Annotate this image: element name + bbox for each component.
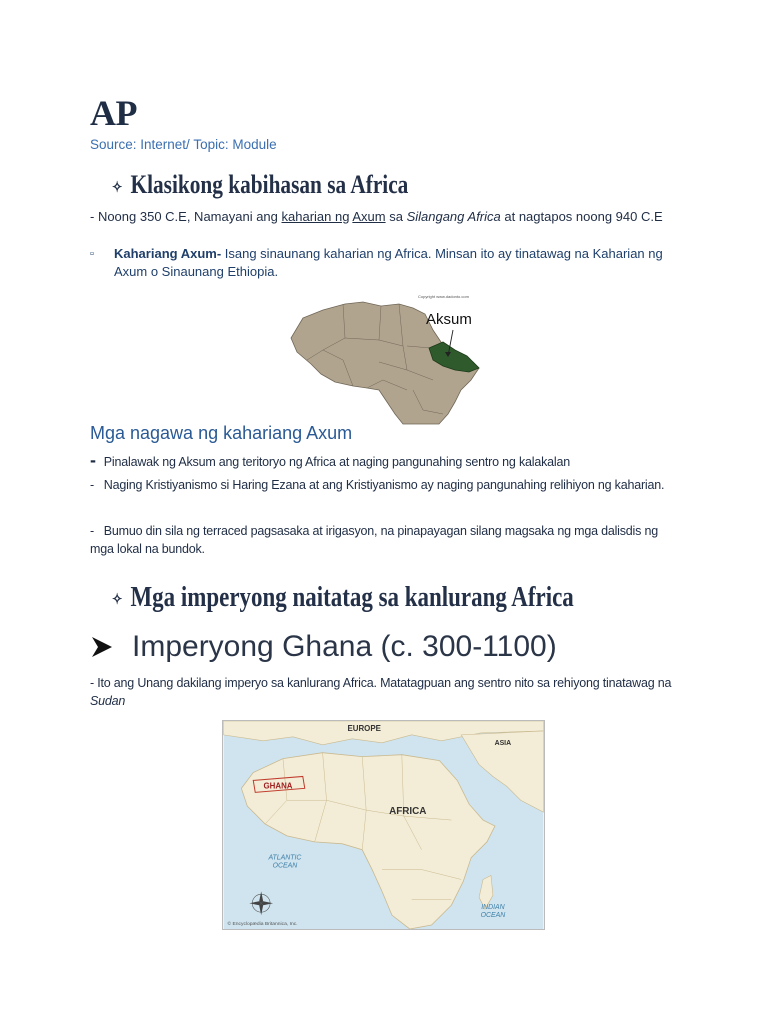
axum-definition-text [114, 245, 680, 281]
intro-text-end: at nagtapos noong 940 C.E [500, 209, 663, 224]
document-title: AP [90, 93, 137, 133]
section-heading-text: Mga imperyong naitatag sa kanlurang Africa [130, 582, 574, 613]
achievement-text: Pinalawak ng Aksum ang teritoryo ng Africa at naging pangunahing sentro ng kalakalan [103, 455, 570, 469]
axum-term: Kahariang Axum- [114, 246, 222, 261]
aksum-map-label: Aksum [426, 311, 472, 328]
ghana-map-image [222, 720, 545, 930]
indian-label: INDIAN [481, 904, 505, 912]
axum-definition-item [90, 245, 680, 281]
map-copyright: Copyright www.dadonto.com [418, 294, 469, 299]
kaharian-link[interactable]: kaharian ng [281, 209, 350, 224]
axum-description: Isang sinaunang kaharian ng Africa. Minsan ito ay tinatawag na Kaharian ng Axum o Sinaunang Ethiopia. [114, 246, 663, 279]
britannica-credit: © Encyclopædia Britannica, Inc. [227, 922, 298, 928]
indian-ocean-label: OCEAN [480, 912, 506, 920]
achievement-item: - Naging Kristiyanismo si Haring Ezana at ang Kristiyanismo ay naging pangunahing relihiyon ng kaharian. [90, 478, 665, 492]
asia-label: ASIA [494, 739, 512, 747]
ghana-heading-text: Imperyong Ghana (c. 300-1100) [132, 630, 557, 663]
achievement-item [90, 451, 680, 471]
arrowhead-bullet-icon [90, 636, 114, 658]
intro-text: - Noong 350 C.E, Namayani ang [90, 209, 282, 224]
diamond-star-bullet-icon: ✧ [112, 592, 123, 609]
aksum-map-image [283, 290, 483, 425]
ghana-label: GHANA [263, 781, 293, 791]
achievement-text: Bumuo din sila ng terraced pagsasaka at irigasyon, na pinapayagan silang magsaka ng mga dalisdis ng mga lokal na bundok. [90, 524, 658, 556]
section-heading-klasikong [112, 170, 408, 200]
axum-link[interactable]: Axum [352, 209, 386, 224]
ghana-paragraph [90, 674, 680, 710]
atlantic-ocean-label: OCEAN [272, 862, 298, 870]
achievement-text: Naging Kristiyanismo si Haring Ezana at ang Kristiyanismo ay naging pangunahing relihiyon ng kaharian. [103, 478, 665, 492]
ghana-paragraph-text: - Ito ang Unang dakilang imperyo sa kanlurang Africa. Matatagpuan ang sentro nito sa rehiyong tinatawag na [90, 676, 672, 690]
diamond-star-bullet-icon: ✧ [112, 179, 123, 196]
achievement-item: - Bumuo din sila ng terraced pagsasaka at irigasyon, na pinapayagan silang magsaka ng mga dalisdis ng mga lokal na bundok. [90, 524, 658, 556]
intro-text-mid: sa [385, 209, 407, 224]
europe-label: EUROPE [347, 723, 381, 733]
dash-bullet: - [90, 450, 96, 470]
section-heading-imperyong [112, 582, 574, 614]
region-text: Silangang Africa [406, 209, 501, 224]
africa-label: AFRICA [389, 806, 427, 818]
source-line: Source: Internet/ Topic: Module [90, 137, 277, 152]
square-bullet-icon: ▫ [90, 248, 94, 260]
ghana-heading [90, 630, 557, 664]
intro-paragraph [90, 208, 680, 226]
sudan-term: Sudan [90, 694, 126, 708]
section-heading-text: Klasikong kabihasan sa Africa [130, 170, 409, 199]
atlantic-label: ATLANTIC [268, 854, 302, 862]
achievements-heading: Mga nagawa ng kahariang Axum [90, 423, 353, 443]
